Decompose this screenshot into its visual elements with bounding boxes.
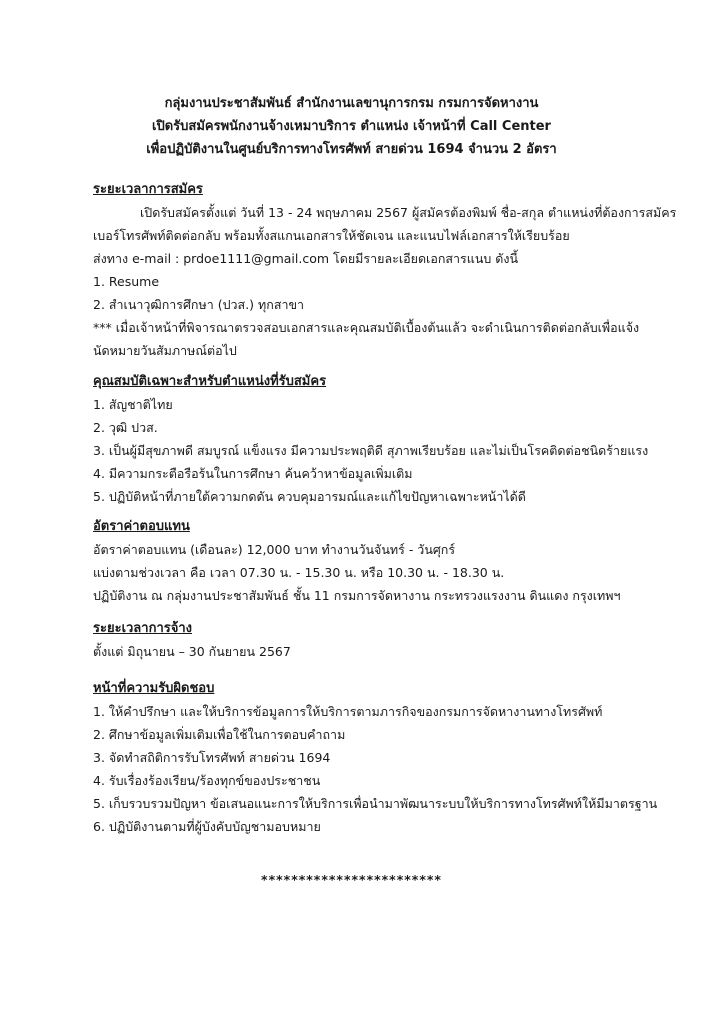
paragraph-line: แบ่งตามช่วงเวลา คือ เวลา 07.30 น. - 15.30 น. หรือ 10.30 น. - 18.30 น. — [93, 565, 505, 580]
list-item: 4. รับเรื่องร้องเรียน/ร้องทุกข์ของประชาชน — [93, 773, 321, 788]
qualifications-section — [93, 370, 653, 508]
footer-divider: ************************ — [261, 872, 442, 887]
list-item: 4. มีความกระตือรือร้นในการศึกษา ค้นคว้าหาข้อมูลเพิ่มเติม — [93, 466, 413, 481]
duties-section — [93, 677, 658, 838]
list-item: 1. ให้คำปรึกษา และให้บริการข้อมูลการให้บริการตามภารกิจของกรมการจัดหางานทางโทรศัพท์ — [93, 704, 603, 719]
section-title: ระยะเวลาการสมัคร — [93, 182, 203, 197]
list-item: 3. จัดทำสถิติการรับโทรศัพท์ สายด่วน 1694 — [93, 750, 331, 765]
list-item: 2. ศึกษาข้อมูลเพิ่มเติมเพื่อใช้ในการตอบคำถาม — [93, 727, 346, 742]
employment-period-section — [93, 617, 653, 663]
paragraph-line: เปิดรับสมัครตั้งแต่ วันที่ 13 - 24 พฤษภาคม 2567 ผู้สมัครต้องพิมพ์ ชื่อ-สกุล ตำแหน่งที่ต้องการสมัคร — [140, 205, 677, 220]
compensation-section — [93, 515, 653, 607]
list-item: 3. เป็นผู้มีสุขภาพดี สมบูรณ์ แข็งแรง มีความประพฤติดี สุภาพเรียบร้อย และไม่เป็นโรคติดต่อชนิดร้ายแรง — [93, 443, 649, 458]
header-line-2: เปิดรับสมัครพนักงานจ้างเหมาบริการ ตำแหน่ง เจ้าหน้าที่ Call Center — [152, 119, 551, 134]
application-period-section — [93, 178, 677, 362]
document-header — [0, 92, 703, 161]
header-line-1: กลุ่มงานประชาสัมพันธ์ สำนักงานเลขานุการกรม กรมการจัดหางาน — [164, 96, 539, 111]
section-title: อัตราค่าตอบแทน — [93, 519, 190, 534]
list-item: 1. สัญชาติไทย — [93, 397, 173, 412]
paragraph-line: อัตราค่าตอบแทน (เดือนละ) 12,000 บาท ทำงานวันจันทร์ - วันศุกร์ — [93, 542, 456, 557]
list-item: 5. ปฏิบัติหน้าที่ภายใต้ความกดดัน ควบคุมอารมณ์และแก้ไขปัญหาเฉพาะหน้าได้ดี — [93, 489, 526, 504]
paragraph-line: เบอร์โทรศัพท์ติดต่อกลับ พร้อมทั้งสแกนเอกสารให้ชัดเจน และแนบไฟล์เอกสารให้เรียบร้อย — [93, 228, 570, 243]
list-item: 2. สำเนาวุฒิการศึกษา (ปวส.) ทุกสาขา — [93, 297, 305, 312]
note-line: *** เมื่อเจ้าหน้าที่พิจารณาตรวจสอบเอกสารและคุณสมบัติเบื้องต้นแล้ว จะดำเนินการติดต่อกลับเพื่อแจ้ง — [93, 320, 640, 335]
note-line: นัดหมายวันสัมภาษณ์ต่อไป — [93, 343, 237, 358]
paragraph-line: ตั้งแต่ มิถุนายน – 30 กันยายน 2567 — [93, 644, 291, 659]
list-item: 6. ปฏิบัติงานตามที่ผู้บังคับบัญชามอบหมาย — [93, 819, 321, 834]
header-line-3: เพื่อปฏิบัติงานในศูนย์บริการทางโทรศัพท์ สายด่วน 1694 จำนวน 2 อัตรา — [146, 142, 557, 157]
section-title: ระยะเวลาการจ้าง — [93, 621, 192, 636]
list-item: 2. วุฒิ ปวส. — [93, 420, 158, 435]
paragraph-line: ปฏิบัติงาน ณ กลุ่มงานประชาสัมพันธ์ ชั้น 11 กรมการจัดหางาน กระทรวงแรงงาน ดินแดง กรุงเทพฯ — [93, 588, 621, 603]
section-title: หน้าที่ความรับผิดชอบ — [93, 681, 215, 696]
list-item: 5. เก็บรวบรวมปัญหา ข้อเสนอแนะการให้บริการเพื่อนำมาพัฒนาระบบให้บริการทางโทรศัพท์ให้มีมาตรฐาน — [93, 796, 658, 811]
paragraph-line: ส่งทาง e-mail : prdoe1111@gmail.com โดยมีรายละเอียดเอกสารแนบ ดังนี้ — [93, 251, 519, 266]
section-title: คุณสมบัติเฉพาะสำหรับตำแหน่งที่รับสมัคร — [93, 374, 327, 389]
list-item: 1. Resume — [93, 274, 160, 289]
